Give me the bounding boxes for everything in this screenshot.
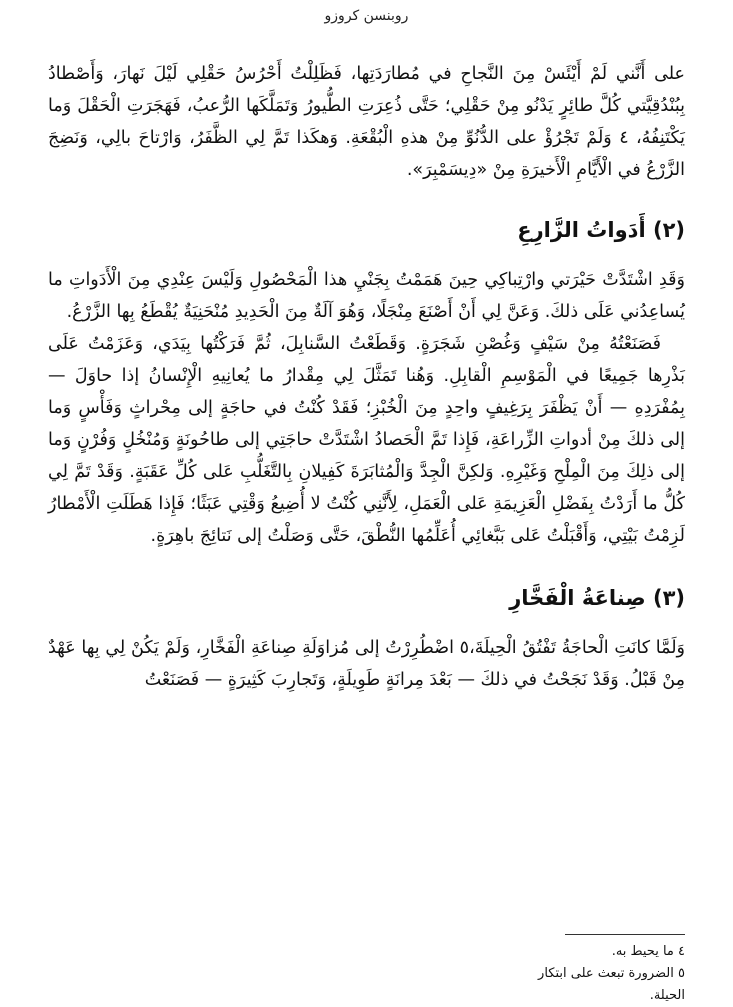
footnote-divider: [565, 934, 685, 935]
section-heading: (٢) أَدَواتُ الزَّارِعِ: [517, 218, 685, 242]
footnote: ٥ الضرورة تبعث على ابتكار الحيلة.: [538, 966, 685, 1003]
footnotes: [505, 934, 685, 1007]
footnote: ٤ ما يحيط به.: [611, 944, 685, 959]
paragraph: على أَنَّني لَمْ أَيْئَسْ مِنَ النَّجاحِ في مُطارَدَتِها، فَظَلِلْتُ أَحْرُسُ حَقْلِي لَيْلَ نَهارَ، وَأَصْطادُ بِبُنْدُقِيَّتي كُلَّ طائِرٍ يَدْنُو مِنْ حَقْلِي؛ حَتَّى ذُعِرَتِ الطُّيورُ وَتَمَلَّكَها الرُّعبُ، فَهَجَرَتِ الْحَقْلَ وَما يَكْتَنِفُهُ، ٤ وَلَمْ تَجْرُؤْ على الدُّنُوِّ مِنْ هذهِ الْبُقْعَةِ. وَهكَذا تَمَّ لِي الظَّفَرُ، وَارْتاحَ بالِي، وَنَضِجَ الزَّرْعُ في الْأَيَّامِ الْأَخيرَةِ مِنْ «دِيسَمْبِرَ».: [48, 64, 686, 180]
paragraph: وَقَدِ اشْتَدَّتْ حَيْرَتي وارْتِباكِي حِينَ هَمَمْتُ بِجَنْيِ هذا الْمَحْصُولِ وَلَيْسَ عِنْدِي مِنَ الْأَدَواتِ ما يُساعِدُني عَلَى ذلكَ. وَعَنَّ لِي أَنْ أَصْنَعَ مِنْجَلًا، وَهُوَ آلَةٌ مِنَ الْحَدِيدِ مُنْحَنِيَةٌ يُقْطَعُ بِها الزَّرْعُ.: [48, 270, 685, 322]
running-head: روبنسن كروزو: [324, 8, 409, 24]
paragraph: وَلَمَّا كانَتِ الْحاجَةُ تَفْتُقُ الْحِيلَةَ،٥ اضْطُرِرْتُ إلى مُزاوَلَةِ صِناعَةِ الْفَخَّارِ، وَلَمْ يَكُنْ لِي بِها عَهْدٌ مِنْ قَبْلُ. وَقَدْ نَجَحْتُ في ذلكَ — بَعْدَ مِرانَةٍ طَوِيلَةٍ، وَتَجارِبَ كَثِيرَةٍ — فَصَنَعْتُ: [48, 638, 685, 690]
paragraph: فَصَنَعْتُهُ مِنْ سَيْفٍ وَغُصْنِ شَجَرَةٍ. وَقَطَعْتُ السَّنابِلَ، ثُمَّ فَرَكْتُها بِيَدَي، وَعَزَمْتُ عَلَى بَذْرِها جَمِيعًا في الْمَوْسِمِ الْقابِلِ. وَهُنا تَمَثَّلَ لِي مِقْدارُ ما يُعانِيهِ الْإِنْسانُ إذا حاوَلَ — بِمُفْرَدِهِ — أَنْ يَظْفَرَ بِرَغِيفٍ واحِدٍ مِنَ الْخُبْزِ؛ فَقَدْ كُنْتُ في حاجَةٍ إلى مِحْراثٍ وَفَأْسٍ وَما إلى ذلكَ مِنْ أدواتِ الزِّراعَةِ، فَإِذا تَمَّ الْحَصادُ اشْتَدَّتْ حاجَتِي إلى طاحُونَةٍ وَمُنْخُلٍ وَفُرْنٍ وَما إلى ذلِكَ مِنَ الْمِلْحِ وَغَيْرِهِ. وَلكِنَّ الْجِدَّ وَالْمُثابَرَةَ كَفِيلانِ بِالتَّغَلُّبِ عَلى كُلِّ عَقَبَةٍ. وَقَدْ تَمَّ لِي كُلُّ ما أَرَدْتُ بِفَضْلِ الْعَزِيمَةِ عَلى الْعَمَلِ، لِأَنَّنِي كُنْتُ لا أُضِيعُ وَقْتِي عَبَثًا؛ فَإِذا هَطَلَتِ الْأَمْطارُ لَزِمْتُ بَيْتِي، وَأَقْبَلْتُ عَلى بَبَّغائِي أُعَلِّمُها النُّطْقَ، حَتَّى وَصَلْتُ إلى نَتائِجَ باهِرَةٍ.: [48, 334, 685, 546]
body-text: [48, 58, 685, 696]
section-heading: (٣) صِناعَةُ الْفَخَّارِ: [509, 586, 685, 610]
